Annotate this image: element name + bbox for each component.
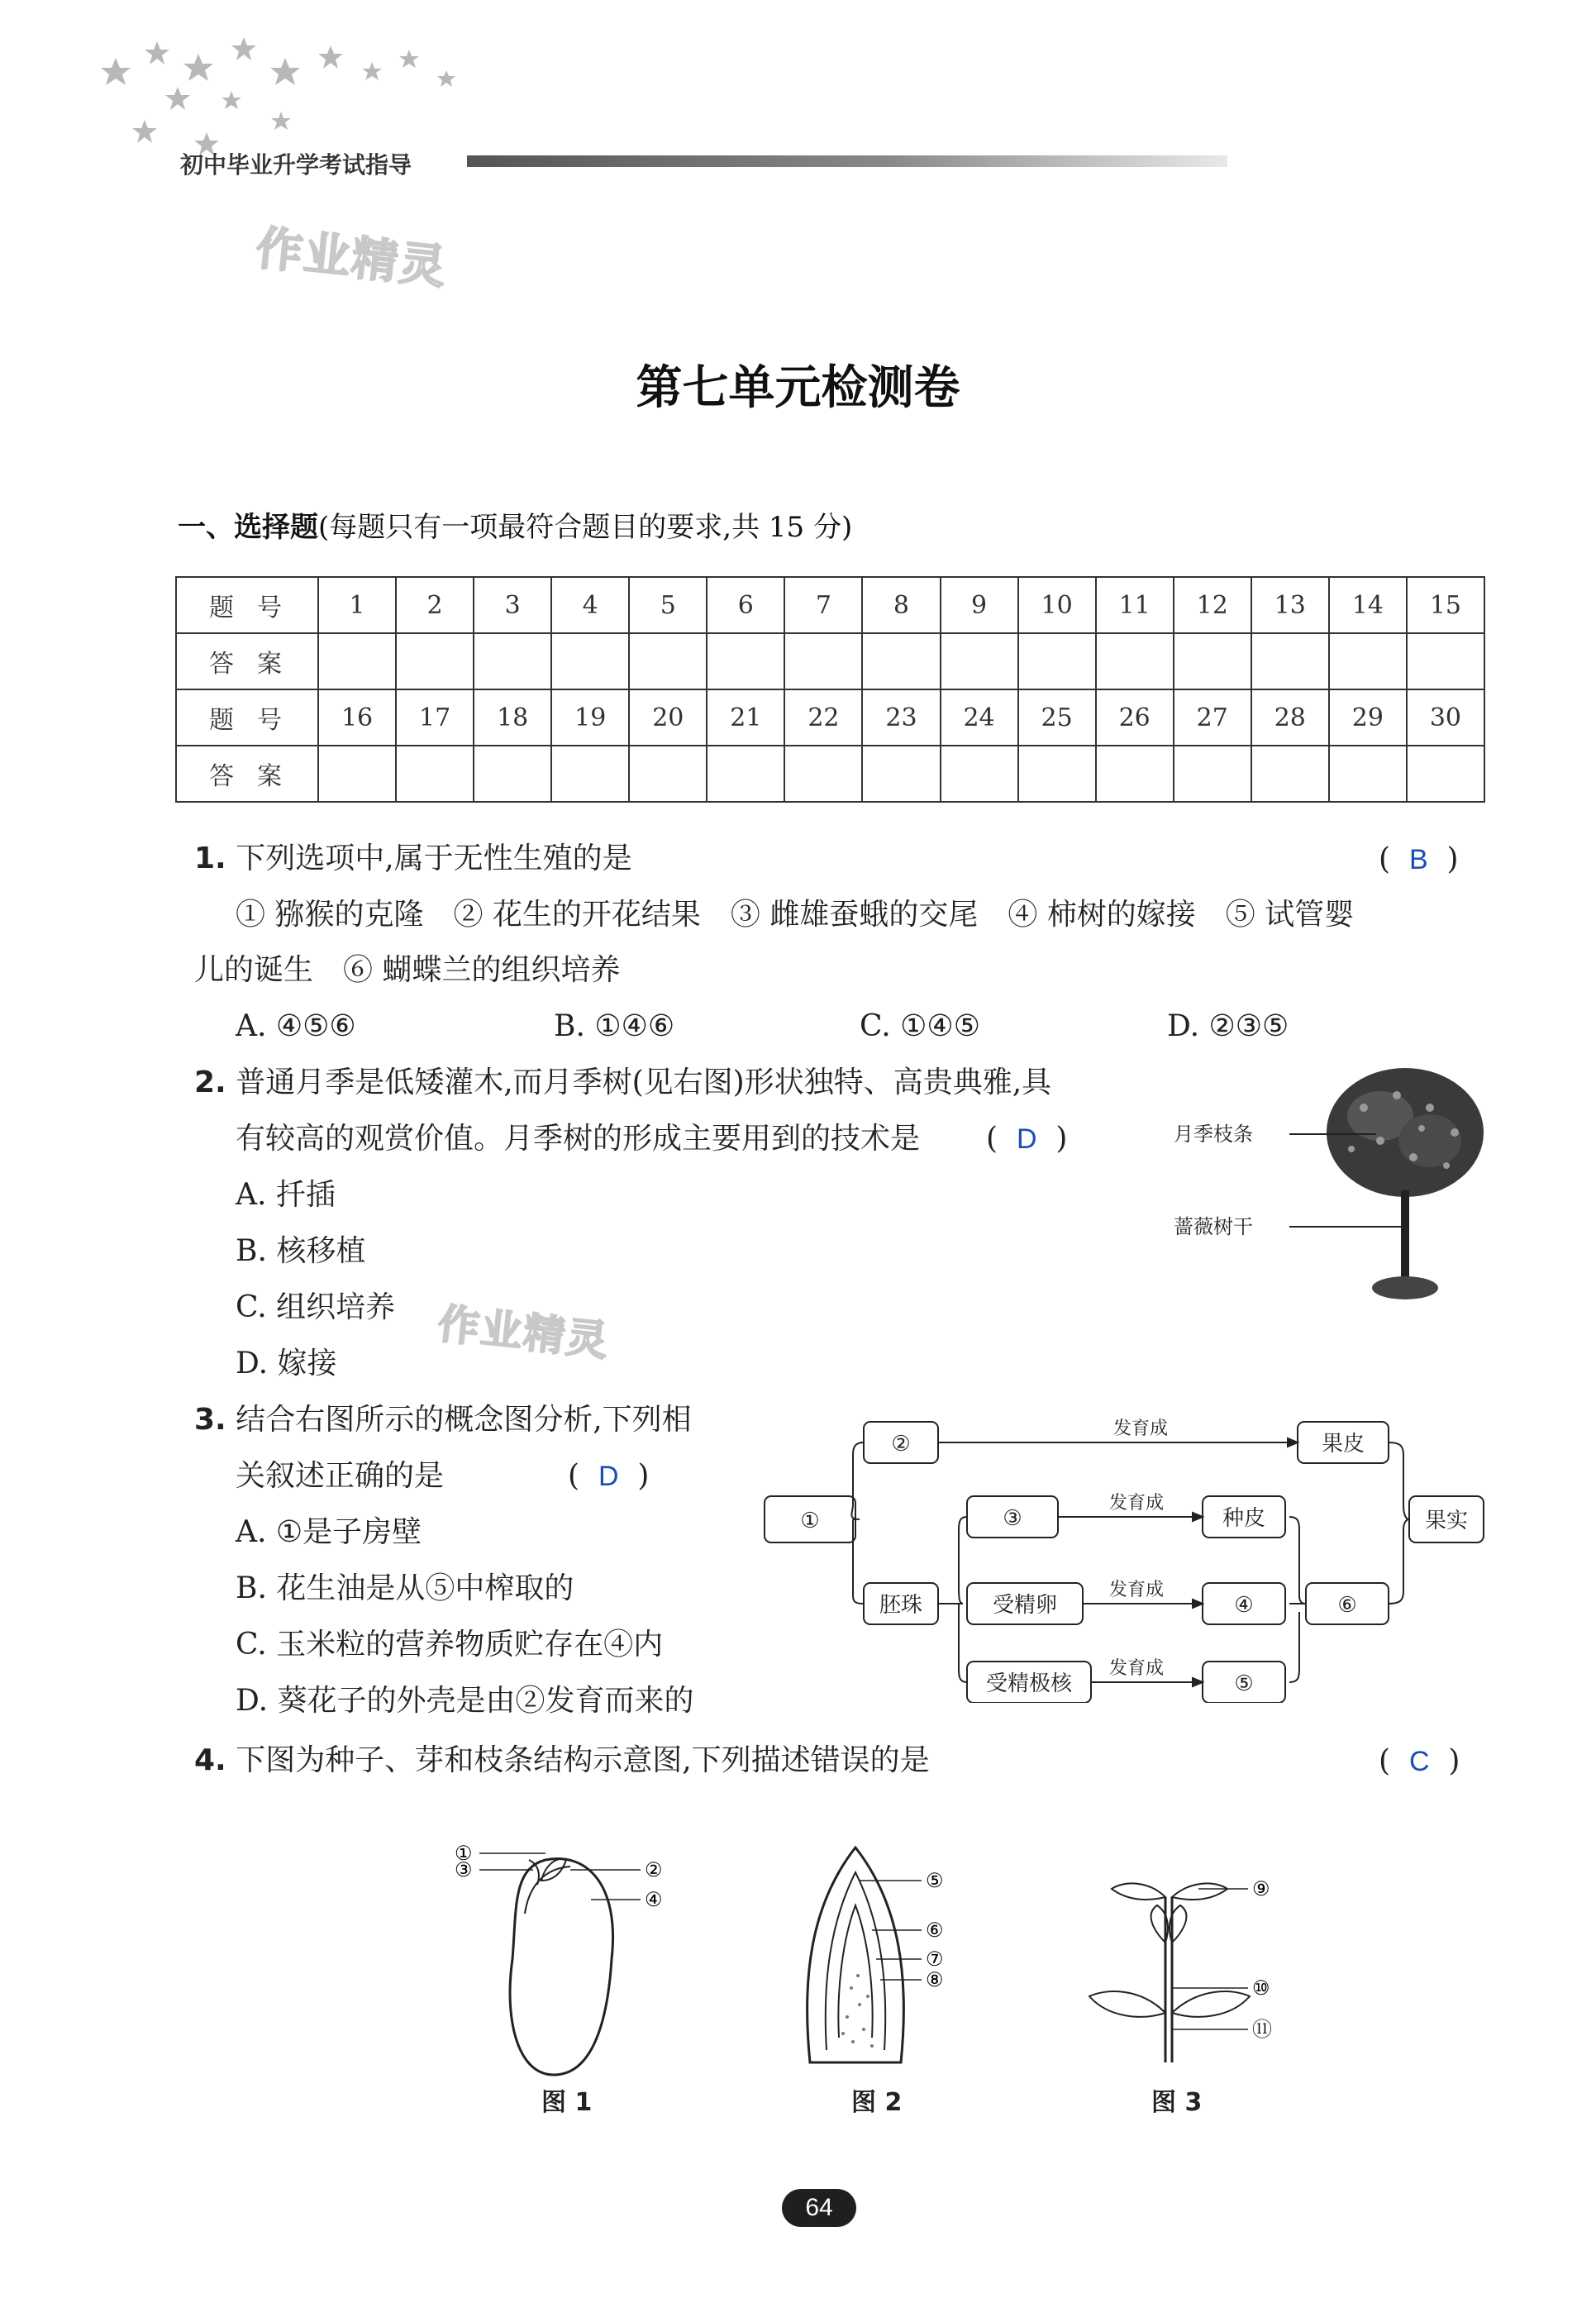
question-number-cell: 10 <box>1018 577 1096 633</box>
question-number-cell: 15 <box>1407 577 1484 633</box>
q3-option-a: A. ①是子房壁 <box>236 1515 422 1549</box>
q1-answer: B <box>1408 844 1428 875</box>
answer-cell <box>1174 746 1251 802</box>
node-2: ② <box>891 1432 911 1457</box>
question-number-cell: 19 <box>551 689 629 746</box>
q1-items-line1: ① 猕猴的克隆 ② 花生的开花结果 ③ 雌雄蚕蛾的交尾 ④ 柿树的嫁接 ⑤ 试管婴 <box>236 898 1355 932</box>
q3-answer: D <box>598 1461 619 1492</box>
node-1: ① <box>800 1509 820 1533</box>
answer-cell <box>784 746 862 802</box>
edge-label: 发育成 <box>1108 1493 1165 1514</box>
section-heading-note: (每题只有一项最符合题目的要求,共 15 分) <box>318 511 853 544</box>
q1-items-line2: 儿的诞生 ⑥ 蝴蝶兰的组织培养 <box>194 953 621 987</box>
question-number-cell: 20 <box>629 689 707 746</box>
figure-caption: 图 1 <box>541 2088 593 2117</box>
q2-answer-paren: ( D ) <box>986 1122 1068 1156</box>
question-number-cell: 21 <box>707 689 784 746</box>
fig2-label-6: ⑥ <box>926 1919 944 1942</box>
fig3-label-11: ⑪ <box>1252 2018 1272 2041</box>
answer-cell <box>396 633 474 689</box>
answer-cell <box>1174 633 1251 689</box>
row-label: 题号 <box>176 689 318 746</box>
question-number-cell: 18 <box>474 689 551 746</box>
fig3-label-9: ⑨ <box>1252 1877 1270 1900</box>
fig2-label-8: ⑧ <box>926 1968 944 1991</box>
fig1-label-1: ① <box>455 1842 473 1865</box>
question-number-cell: 30 <box>1407 689 1484 746</box>
question-number-cell: 29 <box>1329 689 1407 746</box>
question-number-cell: 5 <box>629 577 707 633</box>
answer-cell <box>707 633 784 689</box>
table-row <box>176 746 1484 802</box>
answer-cell <box>941 633 1018 689</box>
answer-cell <box>1407 746 1484 802</box>
q3-answer-paren: ( D ) <box>568 1459 650 1493</box>
q1-answer-paren: ( B ) <box>1379 842 1459 876</box>
answer-cell <box>474 746 551 802</box>
answer-cell <box>1329 746 1407 802</box>
q4-stem: 下图为种子、芽和枝条结构示意图,下列描述错误的是 <box>236 1743 930 1777</box>
answer-cell <box>474 633 551 689</box>
bud-figure-icon <box>793 1839 975 2079</box>
q2-stem-line2 <box>236 1111 1067 1167</box>
answer-cell <box>1329 633 1407 689</box>
answer-cell <box>707 746 784 802</box>
q2-option-a: A. 扦插 <box>236 1178 336 1212</box>
answer-cell <box>629 633 707 689</box>
q3-stem-2: 关叙述正确的是 <box>236 1459 445 1493</box>
page-title: 第七单元检测卷 <box>636 360 960 415</box>
q1-number: 1. <box>194 842 226 875</box>
node-fert-egg: 受精卵 <box>992 1593 1058 1618</box>
page-number: 64 <box>782 2189 856 2227</box>
q3-option-b: B. 花生油是从⑤中榨取的 <box>236 1571 574 1605</box>
table-row <box>176 689 1484 746</box>
row-label: 题号 <box>176 577 318 633</box>
row-label: 答案 <box>176 633 318 689</box>
question-number-cell: 7 <box>784 577 862 633</box>
concept-map-diagram <box>760 1405 1488 1703</box>
node-seed-coat: 种皮 <box>1222 1506 1266 1531</box>
q2-stem-line1 <box>194 1055 1051 1111</box>
node-ovule: 胚珠 <box>879 1593 923 1618</box>
figure-caption: 图 2 <box>851 2088 903 2117</box>
section-heading-label: 一、选择题 <box>178 511 318 544</box>
question-number-cell: 9 <box>941 577 1018 633</box>
watermark: 作业精灵 <box>436 1299 612 1366</box>
node-4: ④ <box>1234 1593 1254 1618</box>
q2-answer: D <box>1016 1123 1037 1155</box>
section-heading <box>178 504 852 545</box>
question-number-cell: 8 <box>862 577 940 633</box>
answer-cell <box>1018 633 1096 689</box>
answer-cell <box>396 746 474 802</box>
rose-tree-figure <box>1174 1058 1504 1306</box>
q4-stem-line <box>194 1733 930 1789</box>
node-5: ⑤ <box>1234 1671 1254 1696</box>
node-6: ⑥ <box>1337 1593 1357 1618</box>
answer-cell <box>1251 746 1329 802</box>
question-number-cell: 12 <box>1174 577 1251 633</box>
label-trunk: 蔷薇树干 <box>1174 1215 1253 1238</box>
q2-option-c: C. 组织培养 <box>236 1290 396 1324</box>
q4-number: 4. <box>194 1743 226 1777</box>
answer-cell <box>1096 633 1174 689</box>
q3-stem: 结合右图所示的概念图分析,下列相 <box>236 1403 692 1437</box>
question-number-cell: 1 <box>318 577 396 633</box>
question-number-cell: 6 <box>707 577 784 633</box>
answer-cell <box>629 746 707 802</box>
node-fruit: 果实 <box>1424 1509 1469 1533</box>
question-number-cell: 11 <box>1096 577 1174 633</box>
fig1-label-4: ④ <box>645 1888 663 1911</box>
edge-label: 发育成 <box>1108 1580 1165 1600</box>
rose-tree-icon <box>1327 1068 1484 1299</box>
answer-cell <box>318 633 396 689</box>
q3-stem-line1 <box>194 1392 692 1448</box>
q1-stem: 下列选项中,属于无性生殖的是 <box>236 842 632 875</box>
q3-stem-line2 <box>236 1448 649 1504</box>
q1-option-c: C. ①④⑤ <box>860 1009 980 1043</box>
node-pericarp: 果皮 <box>1321 1432 1365 1457</box>
question-number-cell: 4 <box>551 577 629 633</box>
answer-cell <box>1096 746 1174 802</box>
question-number-cell: 16 <box>318 689 396 746</box>
q2-number: 2. <box>194 1066 226 1099</box>
question-number-cell: 27 <box>1174 689 1251 746</box>
question-number-cell: 14 <box>1329 577 1407 633</box>
answer-cell <box>1407 633 1484 689</box>
answer-cell <box>318 746 396 802</box>
branch-figure-icon <box>1074 1864 1289 2071</box>
q3-option-c: C. 玉米粒的营养物质贮存在④内 <box>236 1628 664 1662</box>
answer-table <box>175 576 1485 803</box>
q4-answer-paren: ( C ) <box>1379 1744 1460 1778</box>
seed-figure-icon <box>446 1835 694 2108</box>
fig3-label-10: ⑩ <box>1252 1976 1270 2000</box>
q1-option-b: B. ①④⑥ <box>554 1009 675 1043</box>
q4-answer: C <box>1408 1746 1430 1777</box>
row-label: 答案 <box>176 746 318 802</box>
fig2-label-7: ⑦ <box>926 1948 944 1971</box>
figure-caption: 图 3 <box>1151 2088 1203 2117</box>
answer-cell <box>551 633 629 689</box>
q3-number: 3. <box>194 1403 226 1437</box>
answer-cell <box>1251 633 1329 689</box>
q3-option-d: D. 葵花子的外壳是由②发育而来的 <box>236 1684 694 1718</box>
question-number-cell: 17 <box>396 689 474 746</box>
question-number-cell: 26 <box>1096 689 1174 746</box>
answer-cell <box>1018 746 1096 802</box>
table-row <box>176 633 1484 689</box>
q1-option-a: A. ④⑤⑥ <box>236 1009 356 1043</box>
star-decoration-icon <box>99 25 488 165</box>
edge-label: 发育成 <box>1108 1658 1165 1679</box>
answer-cell <box>784 633 862 689</box>
question-number-cell: 2 <box>396 577 474 633</box>
label-branch: 月季枝条 <box>1174 1123 1253 1146</box>
answer-cell <box>862 633 940 689</box>
q2-stem: 普通月季是低矮灌木,而月季树(见右图)形状独特、高贵典雅,具 <box>236 1066 1052 1099</box>
question-number-cell: 22 <box>784 689 862 746</box>
answer-cell <box>941 746 1018 802</box>
fig1-label-3: ③ <box>455 1858 473 1881</box>
edge-label: 发育成 <box>1112 1418 1169 1439</box>
fig2-label-5: ⑤ <box>926 1869 944 1892</box>
table-row <box>176 577 1484 633</box>
question-number-cell: 28 <box>1251 689 1329 746</box>
q1-stem-line <box>194 831 632 887</box>
q2-option-b: B. 核移植 <box>236 1234 366 1268</box>
q1-option-d: D. ②③⑤ <box>1167 1009 1289 1043</box>
node-fert-polar: 受精极核 <box>985 1671 1073 1696</box>
question-number-cell: 25 <box>1018 689 1096 746</box>
header-rule <box>467 155 1227 167</box>
question-number-cell: 23 <box>862 689 940 746</box>
q2-stem-2: 有较高的观赏价值。月季树的形成主要用到的技术是 <box>236 1122 921 1156</box>
q2-option-d: D. 嫁接 <box>236 1347 337 1380</box>
node-3: ③ <box>1003 1506 1022 1531</box>
series-title: 初中毕业升学考试指导 <box>180 151 412 179</box>
answer-cell <box>551 746 629 802</box>
fig1-label-2: ② <box>645 1858 663 1881</box>
question-number-cell: 13 <box>1251 577 1329 633</box>
answer-cell <box>862 746 940 802</box>
watermark: 作业精灵 <box>253 222 450 295</box>
question-number-cell: 24 <box>941 689 1018 746</box>
question-number-cell: 3 <box>474 577 551 633</box>
